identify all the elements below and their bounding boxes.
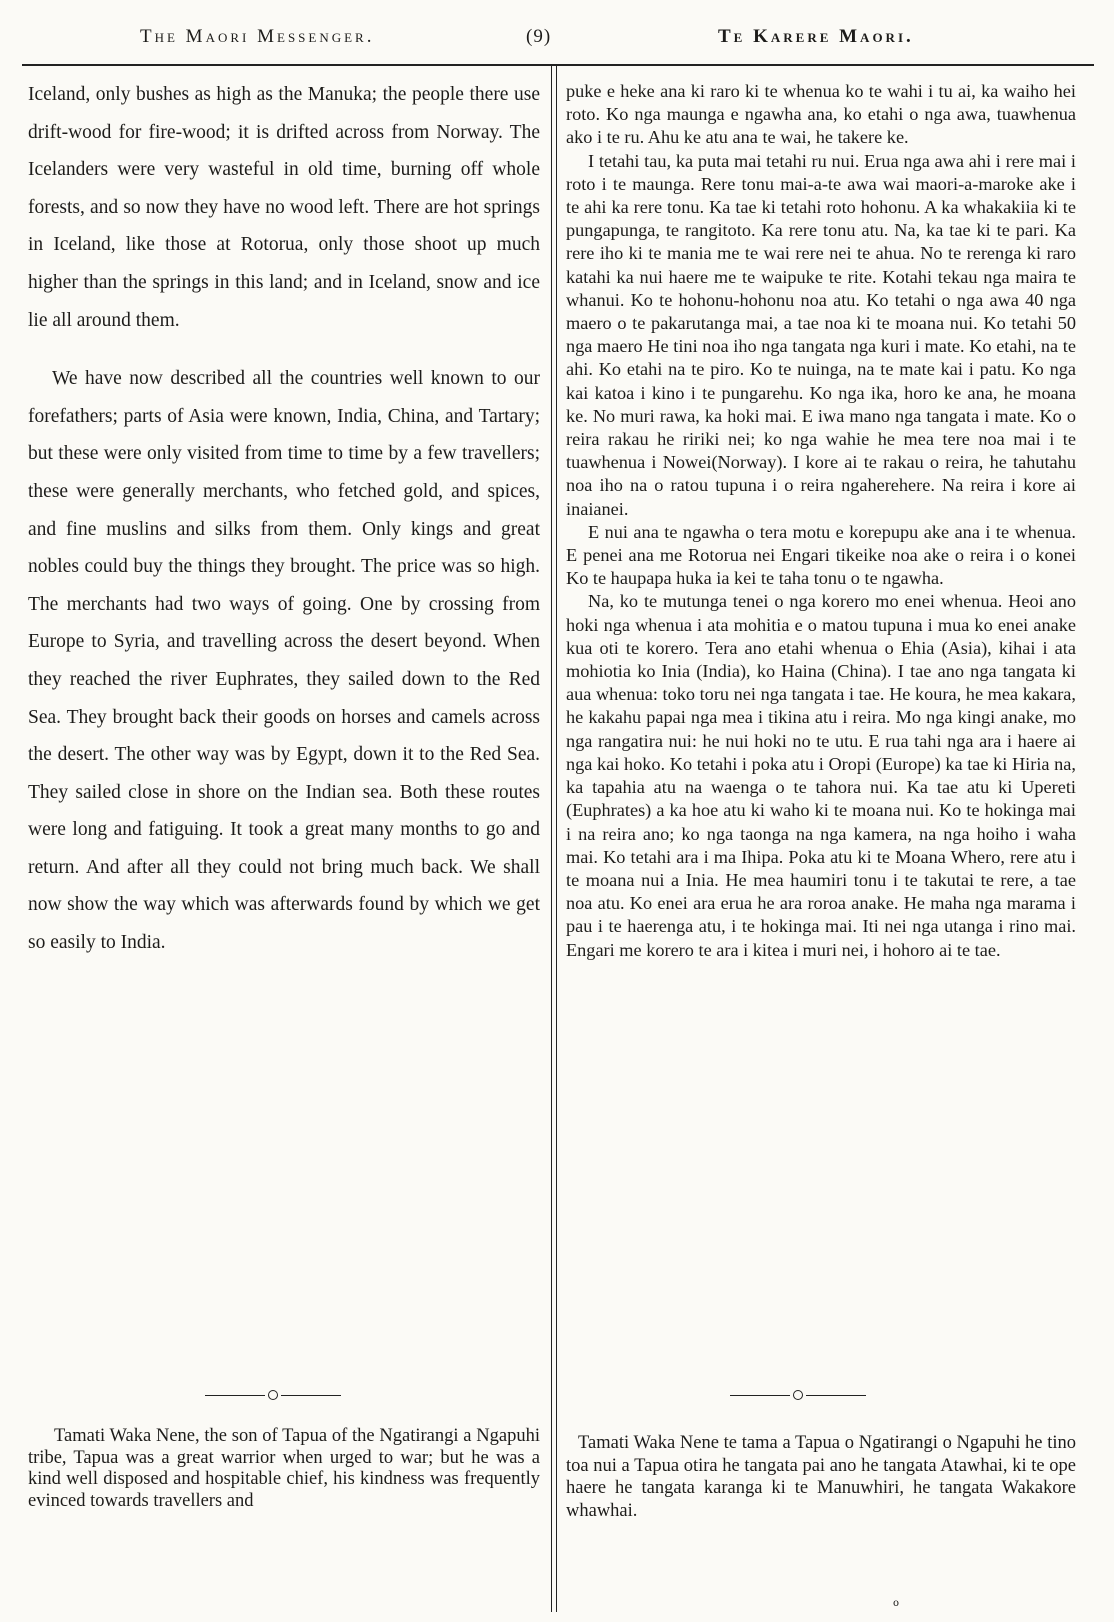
column-divider (551, 66, 557, 1612)
maori-paragraph-2: I tetahi tau, ka puta mai tetahi ru nui. Erua nga awa ahi i rere mai i roto i te maunga. Rere tonu mai-a-te awa wai maori-a-maroke ake i te ahi ka rere tonu. Ka tae ki tetahi roto hohonu. A ka whakakiia ki te pungapunga, te rangitoto. Ka rere tonu atu. Na, ka tae ki te pari. Ka rere iho ki te mania me te wai rere nei te ahua. No te rerenga ki raro katahi ka nui haere me te waipuke te rite. Kotahi tekau nga maira te whanui. Ko te hohonu-hohonu noa atu. Ko tetahi o nga awa 40 nga maero o te pakarutanga mai, a tae noa ki te moana nui. Ko tetahi 50 nga maero He tini noa iho nga tangata nga kuri i mate. Ko etahi, na te ahi. Ko etahi na te piro. Ko te nuinga, na te mate kai i patu. Ko nga kai katoa i kino i te pungarehu. Ko nga ika, horo ke ana, he moana ke. No muri rawa, ka hoki mai. E iwa mano nga tangata i mate. Ko o reira rakau he ririki nei; ko nga wahie he mea tere noa mai i te tuawhenua i Nowei(Norway). I kore ai te rakau o reira, he tahutahu noa iho na o ratou tupuna i o reira ngaherehere. Na reira i kore ai inaianei. (566, 150, 1076, 519)
print-mark: o (893, 1598, 900, 1609)
header-rule (22, 64, 1094, 66)
section-separator-right (730, 1390, 866, 1400)
english-article-start: Tamati Waka Nene, the son of Tapua of the Ngatirangi a Ngapuhi tribe, Tapua was a great warrior when urged to war; but he was a kind well disposed and hospitable chief, his kindness was frequently evinced towards travellers and (28, 1426, 540, 1511)
maori-paragraph-4: Na, ko te mutunga tenei o nga korero mo enei whenua. Heoi ano hoki nga whenua i ata mohitia e o matou tupuna i mua ko enei anake kua oti te korero. Tera ano etahi whenua o Ehia (Asia), kihai i ata mohiotia ko Inia (India), ko Haina (China). I tae ano nga tangata ki aua whenua: toko toru nei nga tangata i tae. He koura, he mea kakara, he kakahu papai nga mea i tikina atu i reira. Mo nga kingi anake, mo nga rangatira nui: he nui hoki no te utu. E rua tahi nga ara i haere ai nga kai hoko. Ko tetahi i poka atu i Oropi (Europe) ka tae ki Hiria na, ka tapahia atu na waenga o te tahora nui. Ka tae atu ki Upereti (Euphrates) a ka hoe atu ki waho ki te moana nui. Ko te hokinga mai i na reira ano; ko nga taonga na nga kamera, na nga hoiho i waha mai. Ko tetahi ara i ma Ihipa. Poka atu ki te Moana Whero, rere atu i te moana nui a Inia. He mea haumiri tonu i te takutai te rere, a tae noa atu. Ko enei ara erua he ara roroa anake. He maha nga marama i pau i te haerenga atu, i te hokinga mai. Iti nei nga utanga i rino mai. Engari me korero te ara i kitea i muri nei, i hohoro ai te tae. (566, 591, 1076, 960)
header-english-title: The Maori Messenger. (140, 26, 375, 47)
maori-paragraph-1: puke e heke ana ki raro ki te whenua ko te wahi i tu ai, ka waiho hei roto. Ko nga maunga e ngawha ana, ko etahi o nga awa, tuawhenua ako i te ru. Ahu ke atu ana te wai, he takere ke. (566, 81, 1076, 148)
page-number: (9) (526, 26, 552, 47)
maori-paragraph-3: E nui ana te ngawha o tera motu e korepupu ake ana i te whenua. E penei ana me Rotorua nei Engari tikeike noa ake o reira i o konei Ko te haupapa huka ia kei te taha tonu o te ngawha. (566, 521, 1076, 589)
maori-column (566, 80, 1076, 962)
page-header (0, 18, 1114, 58)
english-paragraph-1: Iceland, only bushes as high as the Manuka; the people there use drift-wood for fire-wood; it is drifted across from Norway. The Icelanders were very wasteful in old time, burning off whole forests, and so now they have no wood left. There are hot springs in Iceland, like those at Rotorua, only those shoot up much higher than the springs in this land; and in Iceland, snow and ice lie all around them. (28, 84, 540, 331)
english-paragraph-2: We have now described all the countries well known to our forefathers; parts of Asia were known, India, China, and Tartary; but these were only visited from time to time by a few travellers; these were generally merchants, who fetched gold, and spices, and fine muslins and silks from them. Only kings and great nobles could buy the things they brought. The price was so high. The merchants had two ways of going. One by crossing from Europe to Syria, and travelling across the desert beyond. When they reached the river Euphrates, they sailed down to the Red Sea. They brought back their goods on horses and camels across the desert. The other way was by Egypt, down it to the Red Sea. They sailed close in shore on the Indian sea. Both these routes were long and fatiguing. It took a great many months to go and return. And after all they could not bring much back. We shall now show the way which was afterwards found by which we get so easily to India. (28, 368, 540, 954)
maori-article-start: Tamati Waka Nene te tama a Tapua o Ngatirangi o Ngapuhi he tino toa nui a Tapua otira he tangata pai ano he tangata Atawhai, ki te ope haere he tangata karanga ki te Manuwhiri, he tangata Wakakore whawhai. (566, 1433, 1076, 1521)
header-maori-title: Te Karere Maori. (718, 26, 914, 47)
section-separator-left (205, 1390, 341, 1400)
english-column (28, 76, 540, 962)
